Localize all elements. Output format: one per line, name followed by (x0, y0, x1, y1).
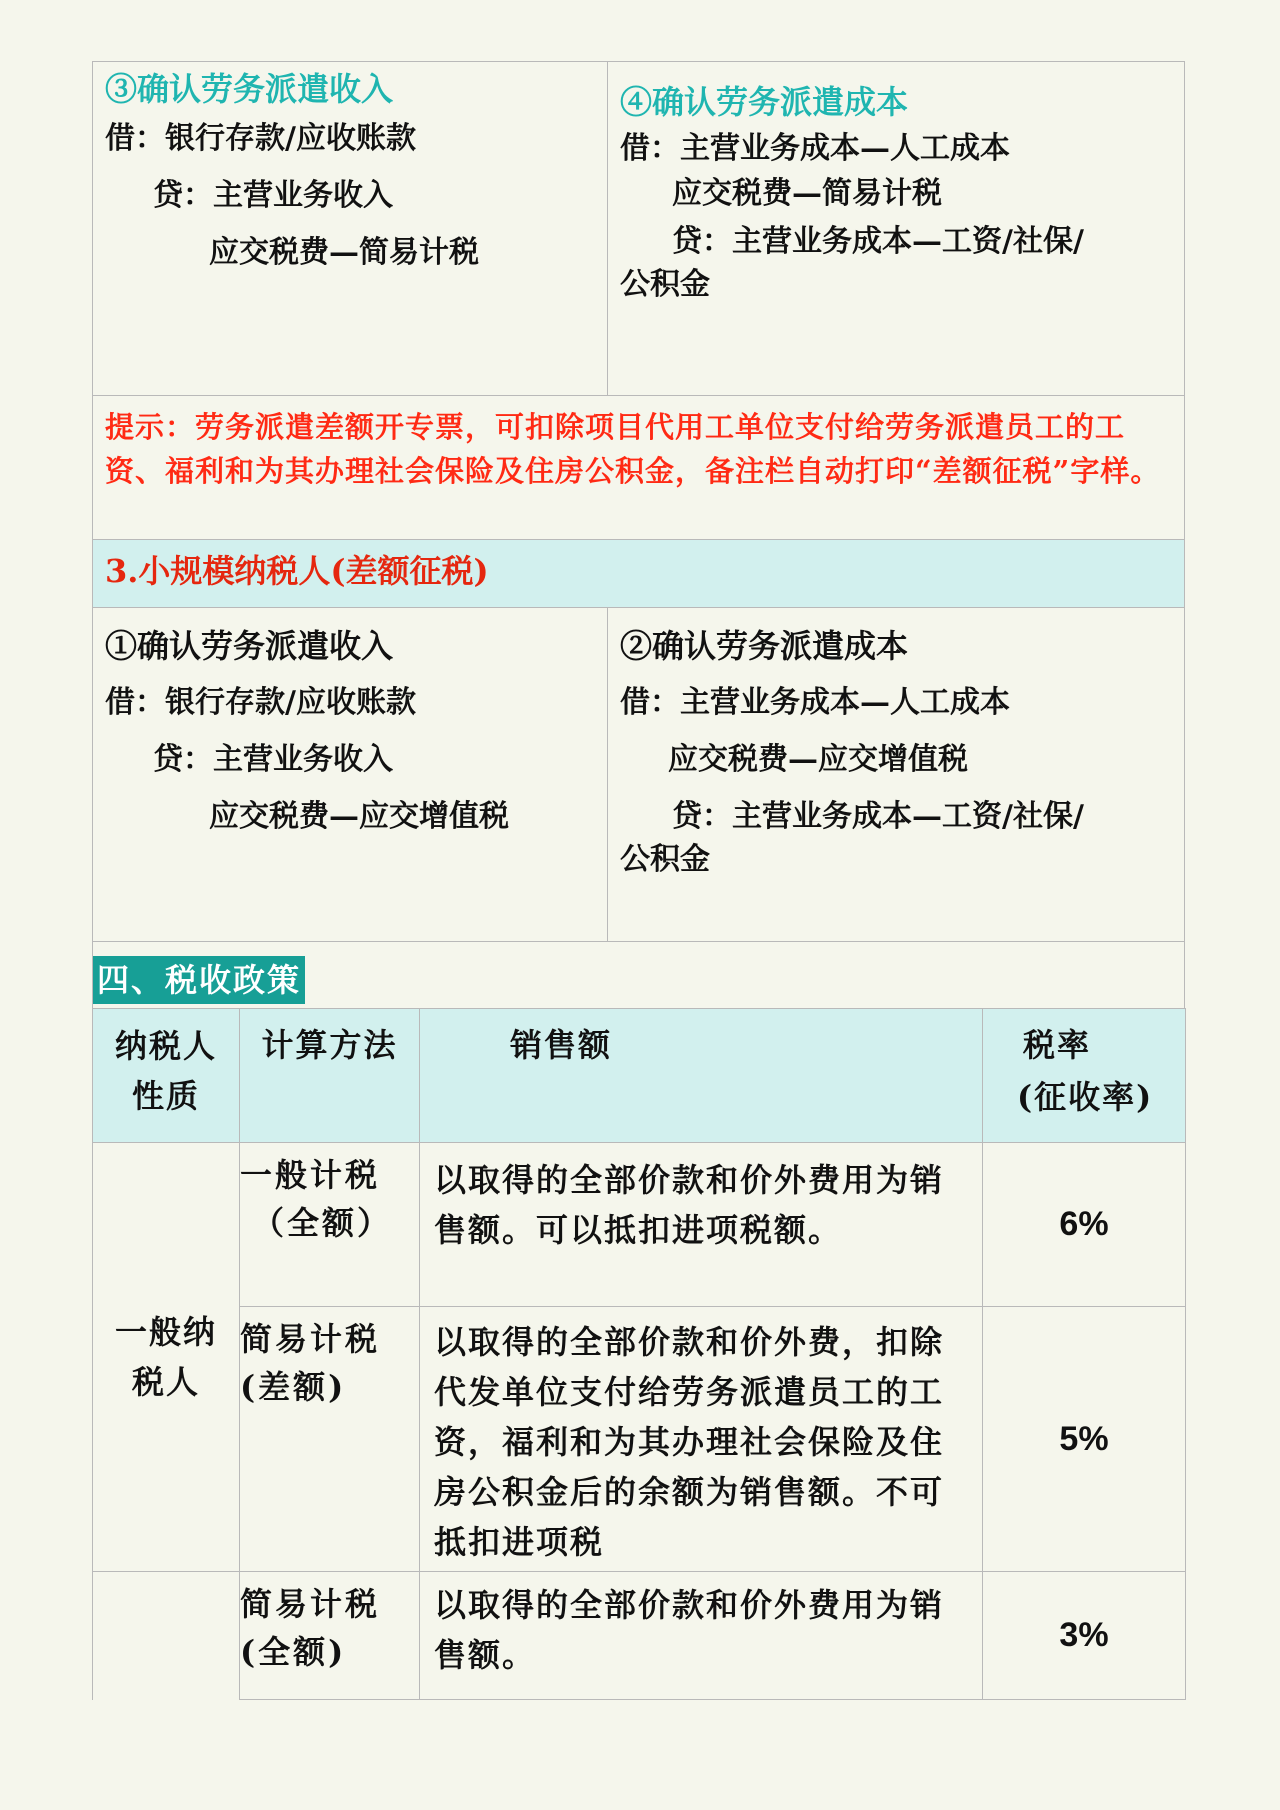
header-sales: 销售额 (420, 1009, 983, 1143)
sales-desc-cell: 以取得的全部价款和价外费用为销售额。可以抵扣进项税额。 (420, 1143, 983, 1307)
method-cell (240, 1572, 420, 1700)
header-text: 纳税人 (114, 1027, 217, 1065)
credit-line: 贷：主营业务成本—工资/社保/ (672, 224, 1084, 259)
credit-line-cont: 公积金 (620, 267, 710, 302)
header-method: 计算方法 (240, 1009, 420, 1143)
header-rate (983, 1009, 1186, 1143)
table-header-row (93, 1009, 1186, 1143)
section-banner-small-scale: 3.小规模纳税人(差额征税) (92, 540, 1185, 608)
method-text: 一般计税 (240, 1156, 381, 1194)
method-cell (240, 1307, 420, 1572)
credit-line: 贷：主营业务收入 (153, 742, 393, 777)
entries-block-small-scale (92, 608, 1185, 942)
entries-block-general (92, 61, 1185, 396)
group-text: 税人 (131, 1363, 200, 1401)
credit-line-2: 应交税费—简易计税 (209, 235, 479, 270)
sales-desc-cell: 以取得的全部价款和价外费，扣除代发单位支付给劳务派遣员工的工资，福利和为其办理社会保险及住房公积金后的余额为销售额。不可抵扣进项税 (420, 1307, 983, 1572)
debit-line: 借：银行存款/应收账款 (105, 121, 416, 156)
debit-line: 借：银行存款/应收账款 (105, 685, 416, 720)
rate-cell: 5% (983, 1307, 1186, 1572)
section-title: 四、税收政策 (93, 956, 305, 1004)
credit-line-2: 应交税费—应交增值税 (209, 799, 509, 834)
method-text: （全额） (252, 1204, 393, 1242)
header-text: 性质 (131, 1077, 200, 1115)
group-text: 一般纳 (114, 1313, 217, 1351)
document (92, 61, 1185, 1700)
income-entry-title: ③确认劳务派遣收入 (105, 70, 394, 108)
header-text: (征收率) (1017, 1078, 1154, 1116)
header-taxpayer-type (93, 1009, 240, 1143)
cost-entry-cell (608, 608, 1184, 941)
tip-note: 提示：劳务派遣差额开专票，可扣除项目代用工单位支付给劳务派遣员工的工资、福利和为其办理社会保险及住房公积金，备注栏自动打印“差额征税”字样。 (92, 396, 1185, 540)
method-cell (240, 1143, 420, 1307)
table-row (93, 1572, 1186, 1700)
credit-line: 贷：主营业务成本—工资/社保/ (672, 799, 1084, 834)
debit-line: 借：主营业务成本—人工成本 (620, 685, 1010, 720)
method-text: (全额) (240, 1633, 347, 1671)
table-row (93, 1307, 1186, 1572)
credit-line-cont: 公积金 (620, 842, 710, 877)
sales-desc-cell: 以取得的全部价款和价外费用为销售额。 (420, 1572, 983, 1700)
cost-entry-title: ④确认劳务派遣成本 (620, 83, 909, 121)
method-text: 简易计税 (240, 1585, 381, 1623)
header-text: 税率 (1023, 1026, 1092, 1064)
table-row (93, 1143, 1186, 1307)
rate-cell: 3% (983, 1572, 1186, 1700)
section-row (92, 942, 1185, 1008)
income-entry-cell (93, 608, 608, 941)
credit-line: 贷：主营业务收入 (153, 178, 393, 213)
method-text: 简易计税 (240, 1320, 381, 1358)
tax-policy-table (92, 1008, 1186, 1700)
income-entry-cell (93, 62, 608, 395)
debit-line: 借：主营业务成本—人工成本 (620, 131, 1010, 166)
taxpayer-type-cell (93, 1572, 240, 1700)
cost-entry-title: ②确认劳务派遣成本 (620, 627, 909, 665)
debit-line-2: 应交税费—应交增值税 (668, 742, 968, 777)
debit-line-2: 应交税费—简易计税 (672, 176, 942, 211)
rate-cell: 6% (983, 1143, 1186, 1307)
income-entry-title: ①确认劳务派遣收入 (105, 627, 394, 665)
taxpayer-type-cell (93, 1143, 240, 1572)
method-text: (差额) (240, 1368, 347, 1406)
cost-entry-cell (608, 62, 1184, 395)
